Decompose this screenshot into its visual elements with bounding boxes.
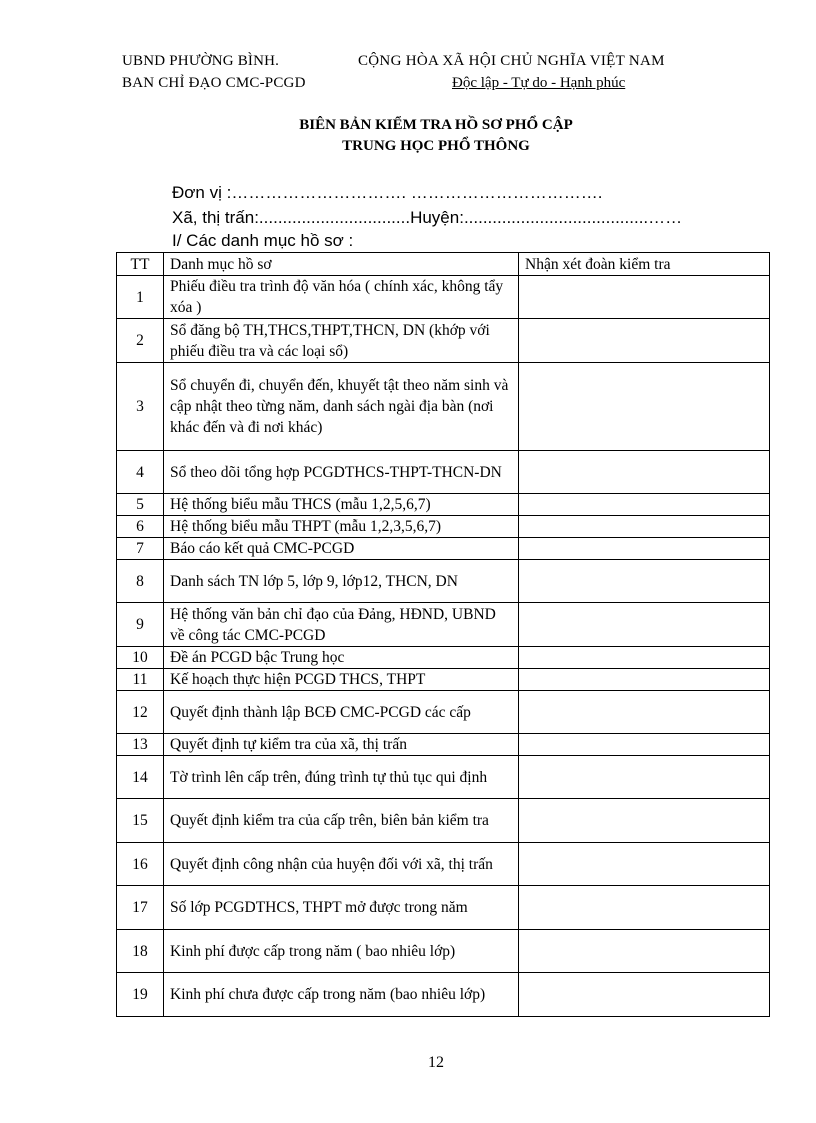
table-row	[117, 538, 770, 560]
table-row	[117, 756, 770, 799]
inspection-comment-cell	[519, 276, 770, 319]
row-number: 3	[117, 363, 164, 451]
commune-district-field: Xã, thị trấn:................................Huyện:.......................................……	[172, 208, 683, 227]
national-title: CỘNG HÒA XÃ HỘI CHỦ NGHĨA VIỆT NAM	[358, 53, 665, 69]
record-item: Quyết định tự kiểm tra của xã, thị trấn	[164, 734, 519, 756]
table-row	[117, 886, 770, 930]
row-number: 15	[117, 799, 164, 843]
record-item: Kế hoạch thực hiện PCGD THCS, THPT	[164, 669, 519, 691]
table-row	[117, 363, 770, 451]
table-row	[117, 451, 770, 494]
table-row	[117, 516, 770, 538]
record-item: Báo cáo kết quả CMC-PCGD	[164, 538, 519, 560]
row-number: 14	[117, 756, 164, 799]
record-item: Quyết định kiểm tra của cấp trên, biên bản kiểm tra	[164, 799, 519, 843]
national-motto: Độc lập - Tự do - Hạnh phúc	[452, 75, 626, 91]
record-item: Phiếu điều tra trình độ văn hóa ( chính xác, không tẩy xóa )	[164, 276, 519, 319]
table-body	[117, 276, 770, 1017]
inspection-comment-cell	[519, 669, 770, 691]
table-row	[117, 691, 770, 734]
records-table	[116, 252, 770, 1017]
inspection-comment-cell	[519, 691, 770, 734]
column-header-tt: TT	[117, 253, 164, 276]
table-row	[117, 973, 770, 1017]
row-number: 7	[117, 538, 164, 560]
record-item: Hệ thống văn bản chỉ đạo của Đảng, HĐND, UBND về công tác CMC-PCGD	[164, 603, 519, 647]
inspection-comment-cell	[519, 451, 770, 494]
inspection-comment-cell	[519, 603, 770, 647]
record-item: Kinh phí chưa được cấp trong năm (bao nhiêu lớp)	[164, 973, 519, 1017]
inspection-comment-cell	[519, 319, 770, 363]
inspection-comment-cell	[519, 843, 770, 886]
record-item: Sổ theo dõi tổng hợp PCGDTHCS-THPT-THCN-DN	[164, 451, 519, 494]
record-item: Kinh phí được cấp trong năm ( bao nhiêu lớp)	[164, 930, 519, 973]
inspection-comment-cell	[519, 799, 770, 843]
record-item: Hệ thống biểu mẫu THPT (mẫu 1,2,3,5,6,7)	[164, 516, 519, 538]
inspection-comment-cell	[519, 647, 770, 669]
record-item: Hệ thống biểu mẫu THCS (mẫu 1,2,5,6,7)	[164, 494, 519, 516]
table-row	[117, 799, 770, 843]
document-title-line1: BIÊN BẢN KIỂM TRA HỒ SƠ PHỔ CẬP	[299, 117, 573, 133]
inspection-comment-cell	[519, 494, 770, 516]
agency-name: UBND PHƯỜNG BÌNH.	[122, 53, 280, 69]
table-row	[117, 494, 770, 516]
table-row	[117, 603, 770, 647]
record-item: Tờ trình lên cấp trên, đúng trình tự thủ tục qui định	[164, 756, 519, 799]
table-row	[117, 669, 770, 691]
inspection-comment-cell	[519, 930, 770, 973]
row-number: 10	[117, 647, 164, 669]
inspection-comment-cell	[519, 363, 770, 451]
header-left	[122, 50, 306, 94]
page-number: 12	[428, 1054, 444, 1071]
record-item: Quyết định thành lập BCĐ CMC-PCGD các cấp	[164, 691, 519, 734]
row-number: 13	[117, 734, 164, 756]
record-item: Sổ chuyển đi, chuyển đến, khuyết tật theo năm sinh và cập nhật theo từng năm, danh sách ngài địa bàn (nơi khác đến và đi nơi khác)	[164, 363, 519, 451]
row-number: 8	[117, 560, 164, 603]
document-title-line2: TRUNG HỌC PHỔ THÔNG	[342, 138, 530, 154]
table-header-row	[117, 253, 770, 276]
record-item: Danh sách TN lớp 5, lớp 9, lớp12, THCN, DN	[164, 560, 519, 603]
row-number: 2	[117, 319, 164, 363]
inspection-comment-cell	[519, 756, 770, 799]
row-number: 4	[117, 451, 164, 494]
section-heading: I/ Các danh mục hồ sơ :	[172, 231, 354, 250]
committee-name: BAN CHỈ ĐẠO CMC-PCGD	[122, 75, 306, 91]
row-number: 1	[117, 276, 164, 319]
record-item: Quyết định công nhận của huyện đối với xã, thị trấn	[164, 843, 519, 886]
inspection-comment-cell	[519, 538, 770, 560]
inspection-comment-cell	[519, 734, 770, 756]
row-number: 9	[117, 603, 164, 647]
row-number: 16	[117, 843, 164, 886]
row-number: 6	[117, 516, 164, 538]
record-item: Đề án PCGD bậc Trung học	[164, 647, 519, 669]
table-row	[117, 647, 770, 669]
record-item: Sổ đăng bộ TH,THCS,THPT,THCN, DN (khớp với phiếu điều tra và các loại sổ)	[164, 319, 519, 363]
table-row	[117, 930, 770, 973]
inspection-comment-cell	[519, 886, 770, 930]
table-row	[117, 319, 770, 363]
table-row	[117, 560, 770, 603]
unit-field: Đơn vị :…………………………. …………………………….	[172, 183, 603, 202]
table-row	[117, 843, 770, 886]
inspection-comment-cell	[519, 973, 770, 1017]
row-number: 17	[117, 886, 164, 930]
table-row	[117, 276, 770, 319]
row-number: 5	[117, 494, 164, 516]
inspection-comment-cell	[519, 516, 770, 538]
column-header-note: Nhận xét đoàn kiểm tra	[519, 253, 770, 276]
row-number: 11	[117, 669, 164, 691]
column-header-item: Danh mục hồ sơ	[164, 253, 519, 276]
table-row	[117, 734, 770, 756]
row-number: 18	[117, 930, 164, 973]
inspection-comment-cell	[519, 560, 770, 603]
row-number: 19	[117, 973, 164, 1017]
row-number: 12	[117, 691, 164, 734]
record-item: Số lớp PCGDTHCS, THPT mở được trong năm	[164, 886, 519, 930]
